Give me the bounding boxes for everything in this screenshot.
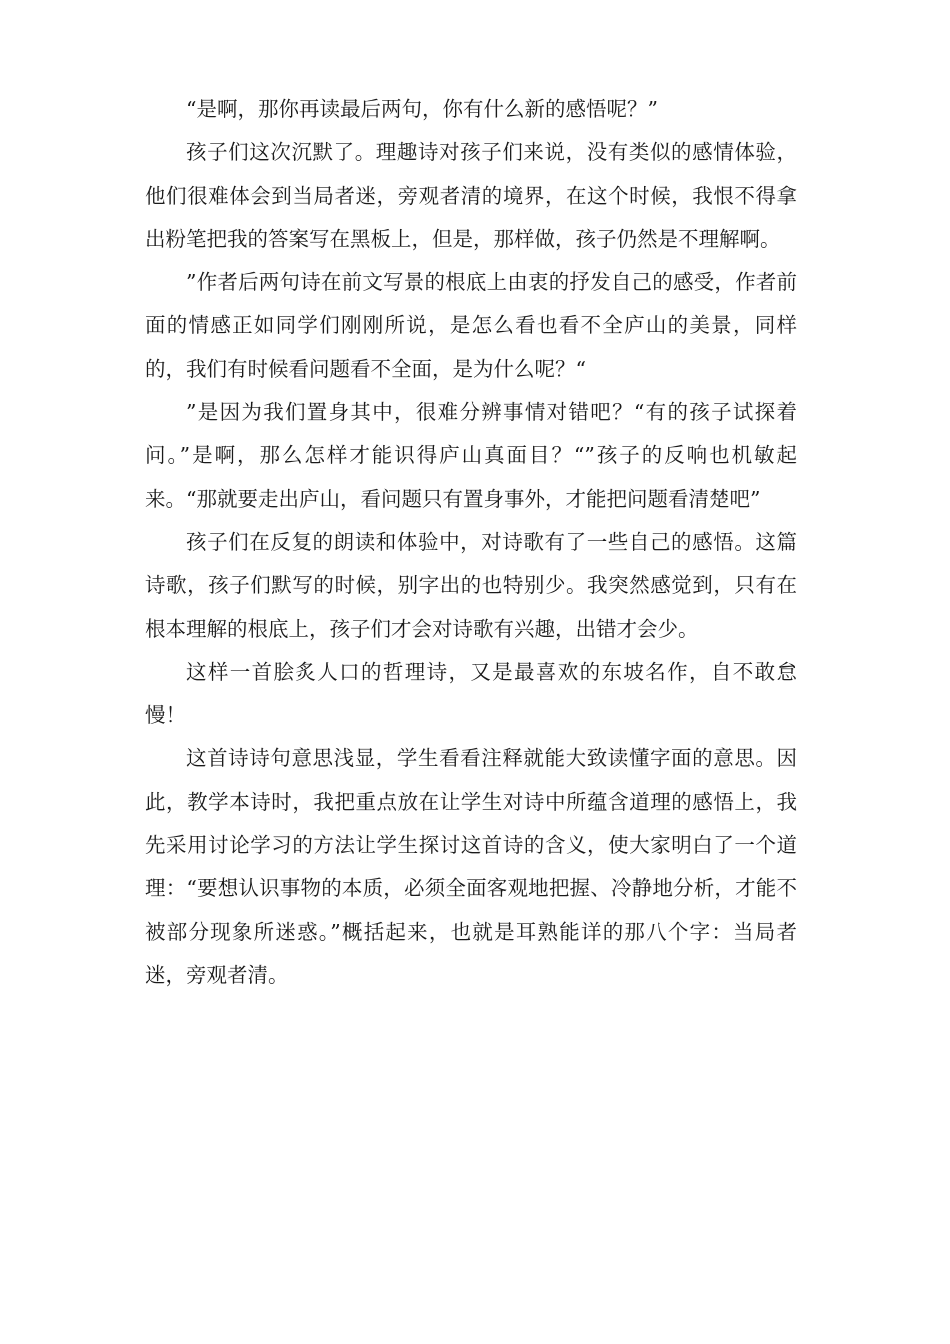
- paragraph-3: ”作者后两句诗在前文写景的根底上由衷的抒发自己的感受，作者前面的情感正如同学们刚刚所说，是怎么看也看不全庐山的美景，同样的，我们有时候看问题看不全面，是为什么呢？“: [145, 270, 797, 381]
- paragraph-4: ”是因为我们置身其中，很难分辨事情对错吧？“有的孩子试探着问。”是啊，那么怎样才能识得庐山真面目？“”孩子的反响也机敏起来。“那就要走出庐山，看问题只有置身事外，才能把问题看清楚吧”: [145, 400, 797, 511]
- document-body: [145, 88, 797, 997]
- paragraph-1: “是啊，那你再读最后两句，你有什么新的感悟呢？”: [186, 97, 658, 121]
- paragraph-2: 孩子们这次沉默了。理趣诗对孩子们来说，没有类似的感情体验，他们很难体会到当局者迷，旁观者清的境界，在这个时候，我恨不得拿出粉笔把我的答案写在黑板上，但是，那样做，孩子仍然是不理解啊。: [145, 140, 797, 251]
- paragraph-5: 孩子们在反复的朗读和体验中，对诗歌有了一些自己的感悟。这篇诗歌，孩子们默写的时候，别字出的也特别少。我突然感觉到，只有在根本理解的根底上，孩子们才会对诗歌有兴趣，出错才会少。: [145, 529, 797, 641]
- paragraph-6: 这样一首脍炙人口的哲理诗，又是最喜欢的东坡名作，自不敢怠慢！: [145, 659, 797, 728]
- paragraph-7: 这首诗诗句意思浅显，学生看看注释就能大致读懂字面的意思。因此，教学本诗时，我把重点放在让学生对诗中所蕴含道理的感悟上，我先采用讨论学习的方法让学生探讨这首诗的含义，使大家明白了一个道理：“要想认识事物的本质，必须全面客观地把握、冷静地分析，才能不被部分现象所迷惑。”概括起来，也就是耳熟能详的那八个字：当局者迷，旁观者清。: [145, 746, 797, 987]
